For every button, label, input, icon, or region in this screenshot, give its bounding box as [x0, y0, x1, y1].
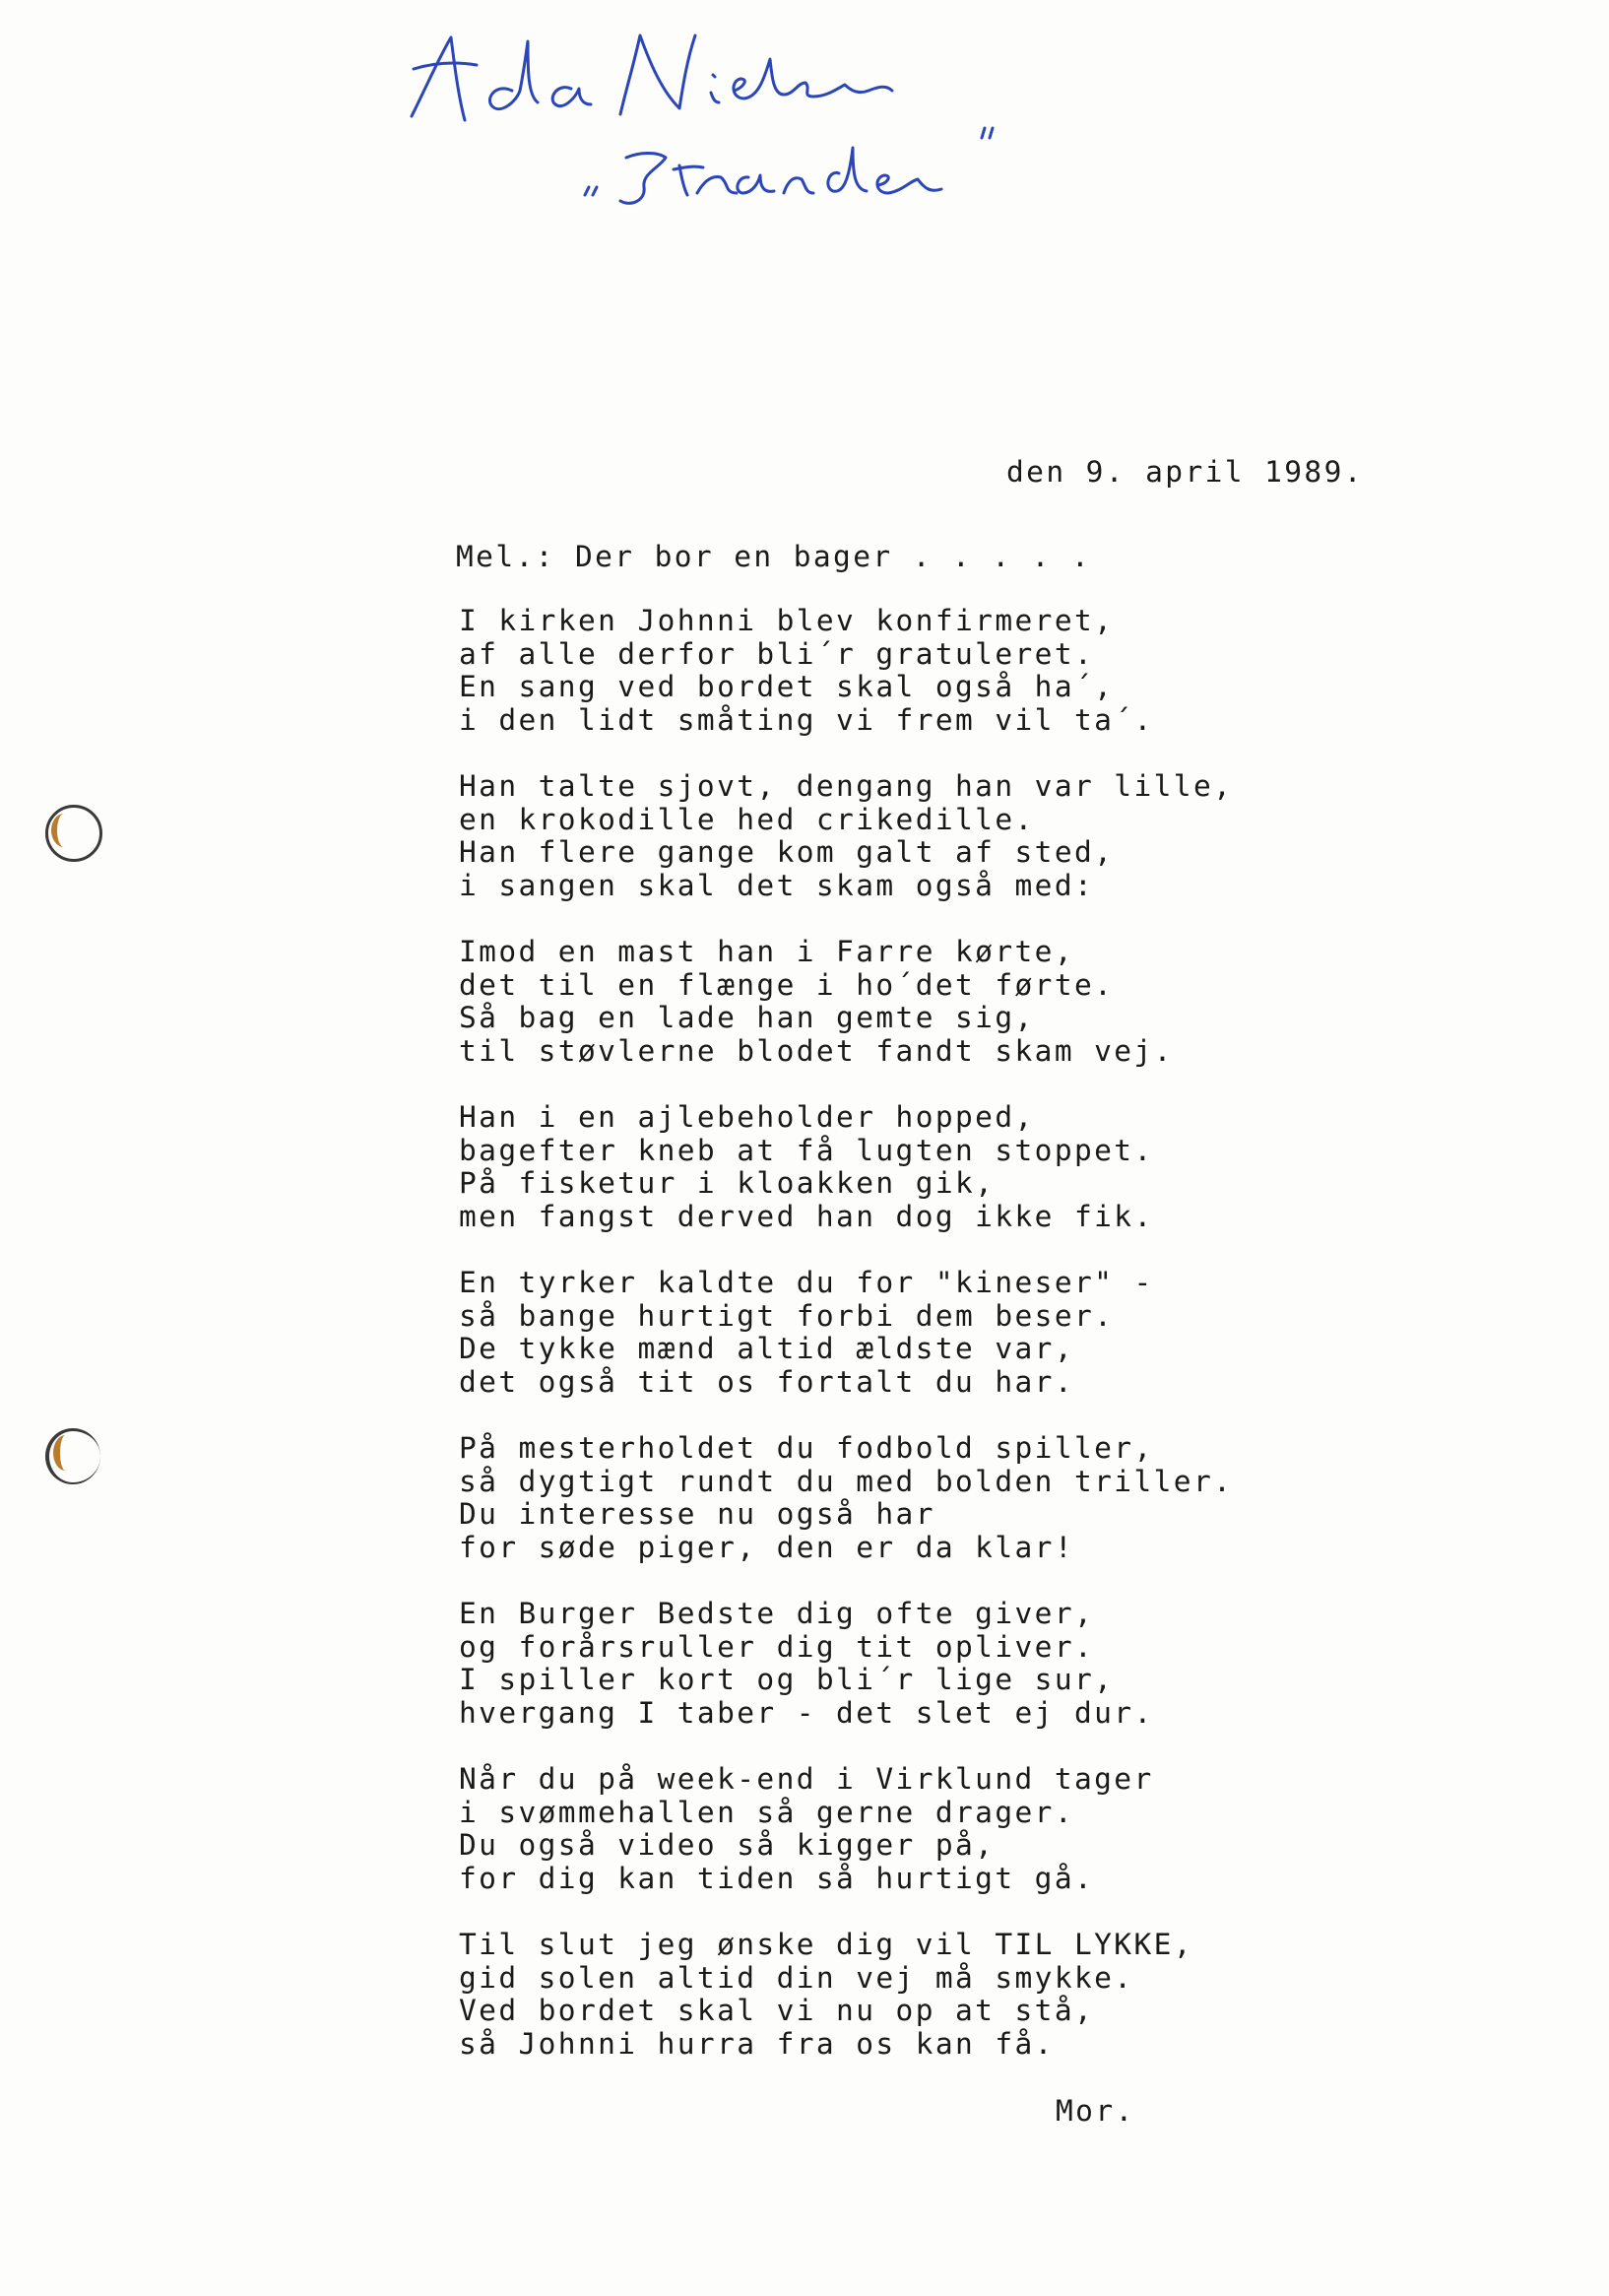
verse-line: i svømmehallen så gerne drager. — [459, 1795, 1074, 1829]
punch-hole-mark — [45, 1428, 100, 1484]
verse-line: en krokodille hed crikedille. — [459, 802, 1035, 836]
verse-line: Du interesse nu også har — [459, 1497, 935, 1531]
verse-line: I kirken Johnni blev konfirmeret, — [459, 604, 1115, 637]
verse-line: I spiller kort og bli´r lige sur, — [459, 1663, 1115, 1696]
verse-line: En Burger Bedste dig ofte giver, — [459, 1597, 1095, 1630]
verse-line: Imod en mast han i Farre kørte, — [459, 935, 1074, 968]
verse-line: det til en flænge i ho´det førte. — [459, 967, 1115, 1002]
stanza — [459, 770, 1345, 902]
handwritten-annotation — [0, 0, 1083, 256]
verse-line: i sangen skal det skam også med: — [459, 868, 1095, 902]
verse-line: Du også video så kigger på, — [459, 1828, 996, 1862]
song-text — [459, 605, 1345, 2094]
stanza — [459, 1763, 1345, 1895]
verse-line: gid solen altid din vej må smykke. — [459, 1960, 1134, 1995]
verse-line: Når du på week-end i Virklund tager — [459, 1762, 1154, 1796]
verse-line: af alle derfor bli´r gratuleret. — [459, 636, 1095, 671]
signature: Mor. — [1056, 2094, 1135, 2128]
verse-line: for dig kan tiden så hurtigt gå. — [459, 1861, 1095, 1895]
stanza — [459, 1598, 1345, 1730]
verse-line: i den lidt småting vi frem vil ta´. — [459, 702, 1154, 737]
verse-line: men fangst derved han dog ikke fik. — [459, 1199, 1154, 1233]
verse-line: og forårsruller dig tit opliver. — [459, 1629, 1095, 1664]
verse-line: Ved bordet skal vi nu op at stå, — [459, 1994, 1095, 2027]
verse-line: bagefter kneb at få lugten stoppet. — [459, 1133, 1154, 1167]
verse-line: Så bag en lade han gemte sig, — [459, 1001, 1035, 1034]
verse-line: så Johnni hurra fra os kan få. — [459, 2026, 1055, 2061]
stanza — [459, 1101, 1345, 1233]
verse-line: Til slut jeg ønske dig vil TIL LYKKE, — [459, 1928, 1193, 1961]
verse-line: Han talte sjovt, dengang han var lille, — [459, 769, 1234, 803]
verse-line: hvergang I taber - det slet ej dur. — [459, 1695, 1154, 1730]
verse-line: så bange hurtigt forbi dem beser. — [459, 1298, 1115, 1333]
verse-line: På fisketur i kloakken gik, — [459, 1166, 996, 1200]
verse-line: En tyrker kaldte du for "kineser" - — [459, 1266, 1154, 1299]
verse-line: En sang ved bordet skal også ha´, — [459, 670, 1115, 703]
stanza — [459, 1432, 1345, 1564]
letter-date: den 9. april 1989. — [1006, 455, 1364, 489]
verse-line: Han i en ajlebeholder hopped, — [459, 1100, 1035, 1134]
verse-line: De tykke mænd altid ældste var, — [459, 1332, 1074, 1365]
verse-line: for søde piger, den er da klar! — [459, 1530, 1074, 1564]
stanza — [459, 1267, 1345, 1399]
verse-line: det også tit os fortalt du har. — [459, 1364, 1074, 1399]
stanza — [459, 605, 1345, 737]
verse-line: På mesterholdet du fodbold spiller, — [459, 1431, 1154, 1465]
melody-line: Mel.: Der bor en bager . . . . . — [456, 540, 1092, 573]
verse-line: så dygtigt rundt du med bolden triller. — [459, 1464, 1234, 1498]
stanza — [459, 936, 1345, 1068]
verse-line: til støvlerne blodet fandt skam vej. — [459, 1033, 1174, 1068]
verse-line: Han flere gange kom galt af sted, — [459, 835, 1115, 869]
stanza — [459, 1929, 1345, 2061]
punch-hole-mark — [45, 805, 102, 862]
